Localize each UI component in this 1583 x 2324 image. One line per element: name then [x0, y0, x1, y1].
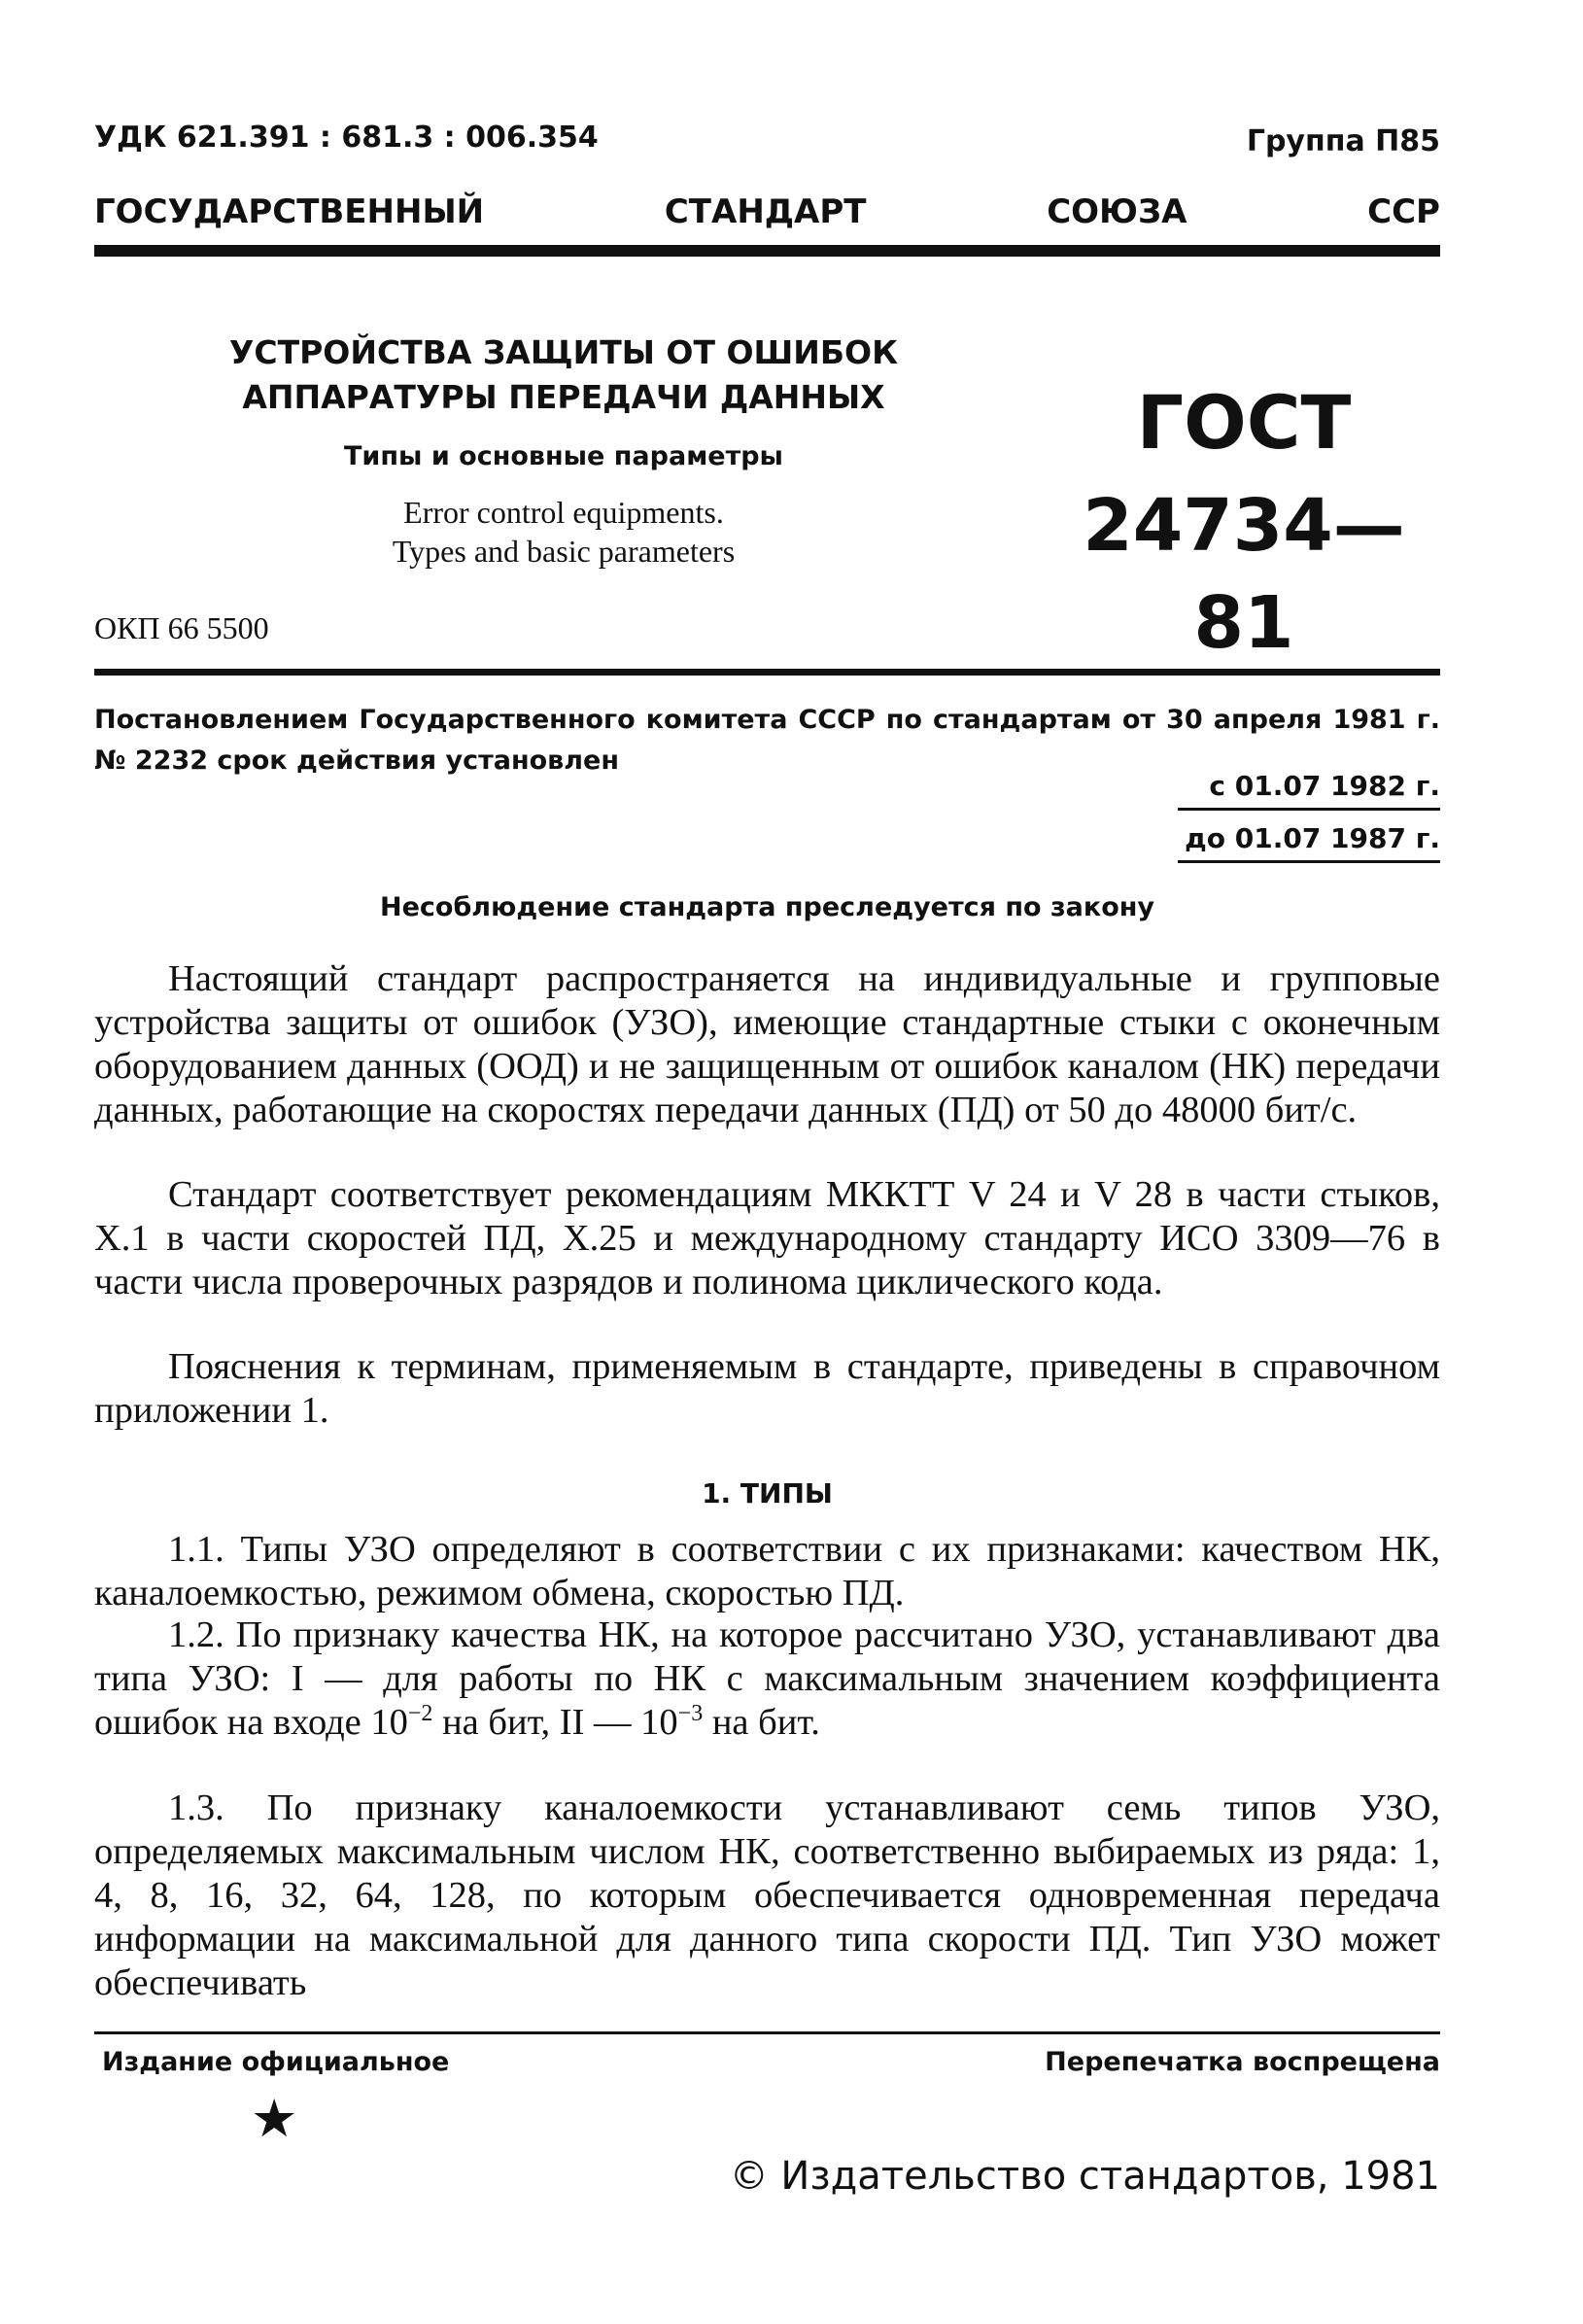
title-block	[224, 330, 904, 571]
banner-word: ССР	[1367, 192, 1440, 231]
section-heading: 1. ТИПЫ	[702, 1477, 833, 1509]
state-standard-banner	[94, 192, 1440, 231]
exponent: −2	[407, 1701, 433, 1727]
date-to: до 01.07 1987 г.	[1178, 822, 1440, 863]
body-paragraph: 1.3. По признаку каналоемкости устанавливают семь типов УЗО, определяемых максимальным числом НК, соответственно выбираемых из ряда: 1, 4, 8, 16, 32, 64, 128, по которым обеспечивается одновременная передача информации на максимальной для данного типа скорости ПД. Тип УЗО может обеспечивать	[94, 1787, 1440, 2003]
text-run: 1.2. По признаку качества НК, на которое рассчитано УЗО, устанавливают два типа УЗО: I — для работы по НК с максимальным значением коэффициента ошибок на входе 10	[94, 1614, 1440, 1743]
reprint-prohibited-label: Перепечатка воспрещена	[1045, 2047, 1440, 2077]
text-run: на бит.	[703, 1702, 820, 1743]
subtitle: Типы и основные параметры	[344, 441, 783, 471]
group-code: Группа П85	[1246, 124, 1440, 158]
body-paragraph: Настоящий стандарт распространяется на индивидуальные и групповые устройства защиты от ошибок (УЗО), имеющие стандартные стыки с оконечным оборудованием данных (ООД) и не защищенным от ошибок каналом (НК) передачи данных, работающие на скоростях передачи данных (ПД) от 50 до 48000 бит/с.	[94, 958, 1440, 1130]
body-paragraph	[94, 1613, 1440, 1745]
udk-code: УДК 621.391 : 681.3 : 006.354	[94, 121, 599, 155]
star-icon: ★	[251, 2088, 298, 2149]
english-title-line: Types and basic parameters	[392, 534, 736, 569]
banner-word: ГОСУДАРСТВЕННЫЙ	[94, 192, 485, 231]
title-line: УСТРОЙСТВА ЗАЩИТЫ ОТ ОШИБОК	[228, 333, 899, 371]
body-paragraph: 1.1. Типы УЗО определяют в соответствии с их признаками: качеством НК, каналоемкостью, режимом обмена, скоростью ПД.	[94, 1529, 1440, 1613]
body-paragraph: Стандарт соответствует рекомендациям МККТТ V 24 и V 28 в части стыков, X.1 в части скоростей ПД, X.25 и международному стандарту ИСО 3309—76 в части числа проверочных разрядов и полинома циклического кода.	[94, 1174, 1440, 1302]
gost-designation	[1050, 374, 1438, 672]
body-paragraph: Пояснения к терминам, применяемым в стандарте, приведены в справочном приложении 1.	[94, 1346, 1440, 1431]
text-run: на бит, II — 10	[432, 1702, 678, 1743]
date-from: с 01.07 1982 г.	[1178, 770, 1440, 811]
banner-word: СОЮЗА	[1047, 192, 1187, 231]
legal-warning: Несоблюдение стандарта преследуется по закону	[379, 892, 1155, 922]
footer-rule	[94, 2031, 1440, 2034]
decree-text: Постановлением Государственного комитета СССР по стандартам от 30 апреля 1981 г. № 2232 срок действия установлен	[94, 705, 1440, 776]
title-line: АППАРАТУРЫ ПЕРЕДАЧИ ДАННЫХ	[242, 378, 885, 416]
gost-word: ГОСТ	[1136, 379, 1352, 466]
header-rule	[94, 245, 1440, 257]
official-edition-label: Издание официальное	[102, 2047, 450, 2077]
exponent: −3	[677, 1701, 704, 1727]
copyright-notice: © Издательство стандартов, 1981	[729, 2154, 1440, 2199]
section-rule	[94, 669, 1440, 676]
banner-word: СТАНДАРТ	[664, 192, 867, 231]
gost-number: 24734—81	[1083, 484, 1405, 665]
english-title-line: Error control equipments.	[403, 495, 724, 530]
okp-code: ОКП 66 5500	[94, 610, 269, 645]
